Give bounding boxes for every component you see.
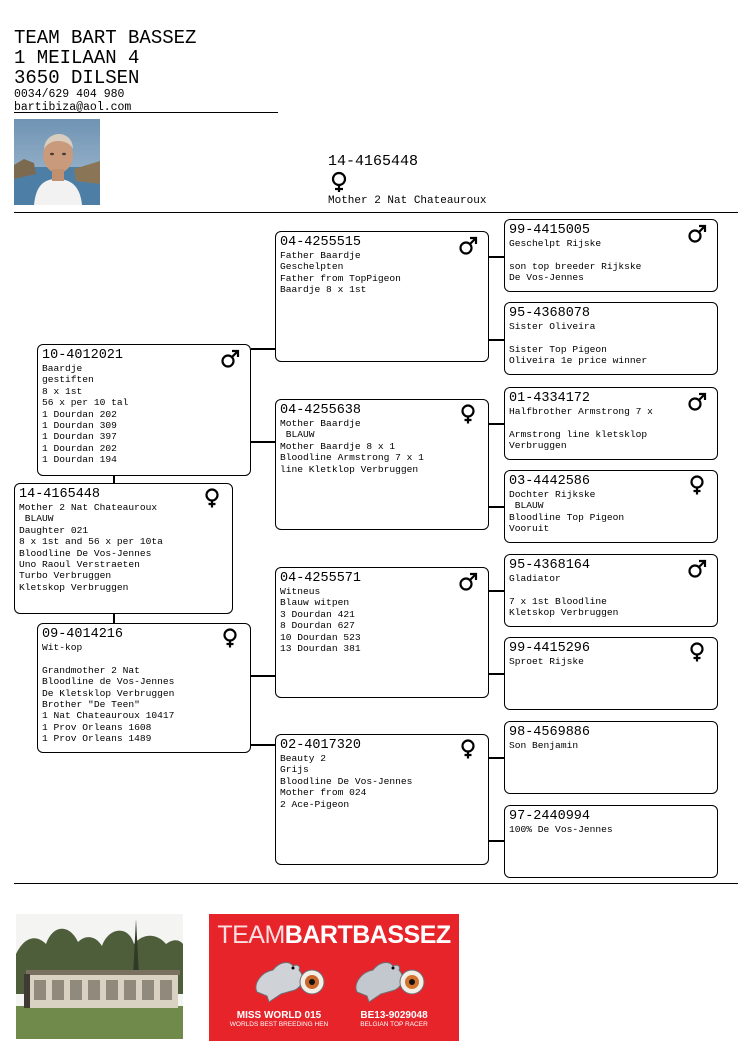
banner-title: TEAMBARTBASSEZ <box>217 921 451 949</box>
connector-ff-ffm <box>489 339 504 341</box>
ring-number: 14-4165448 <box>19 487 101 502</box>
top-divider <box>14 212 738 213</box>
connector-gen1-mother <box>113 614 115 623</box>
pedigree-box-mff <box>504 554 718 627</box>
connector-ff-fff <box>489 256 504 258</box>
connector-mf-mff <box>489 590 504 592</box>
pedigree-line: 2 Ace-Pigeon <box>280 798 350 810</box>
ring-number: 04-4255515 <box>280 235 362 250</box>
pedigree-box-fm <box>275 399 489 530</box>
female-sign-icon <box>220 628 240 648</box>
pedigree-box-mm <box>275 734 489 865</box>
pedigree-line: Son Benjamin <box>509 740 579 751</box>
pedigree-line: Mother from 024 <box>280 787 367 799</box>
pedigree-line: Gladiator <box>509 573 561 584</box>
pedigree-line: BLAUW <box>19 513 54 525</box>
pedigree-line: Bloodline Armstrong 7 x 1 <box>280 452 424 464</box>
pedigree-line <box>509 332 713 343</box>
connector-mother-mf <box>251 675 275 677</box>
ring-number: 95-4368078 <box>509 306 591 321</box>
pedigree-line: BLAUW <box>280 429 315 441</box>
header-rule <box>14 112 278 113</box>
ring-number: 99-4415005 <box>509 223 591 238</box>
pedigree-line: Witneus <box>280 586 321 597</box>
pigeon-left-icon <box>249 954 329 1004</box>
owner-header <box>14 28 196 114</box>
pedigree-line: Sproet Rijske <box>509 656 584 667</box>
female-sign-icon <box>202 488 222 508</box>
connector-gen1-father <box>113 476 115 483</box>
pedigree-line: 7 x 1st Bloodline <box>509 595 607 607</box>
pedigree-line: Vooruit <box>509 523 550 535</box>
male-sign-icon <box>458 572 478 592</box>
pedigree-box-ff <box>275 231 489 362</box>
pedigree-line: Halfbrother Armstrong 7 x <box>509 406 653 417</box>
pedigree-line: Mother Baardje 8 x 1 <box>280 440 396 452</box>
pedigree-line: 56 x per 10 tal <box>42 397 129 409</box>
pedigree-line: Uno Raoul Verstraeten <box>19 559 140 571</box>
bottom-divider <box>14 883 738 884</box>
pedigree-line: Bloodline De Vos-Jennes <box>19 547 152 559</box>
ring-number: 95-4368164 <box>509 558 591 573</box>
owner-city: 3650 DILSEN <box>14 67 140 89</box>
ring-number: 04-4255638 <box>280 403 362 418</box>
pedigree-line: gestiften <box>42 374 94 386</box>
pedigree-line: 8 Dourdan 627 <box>280 620 355 632</box>
pedigree-line: 100% De Vos-Jennes <box>509 824 613 835</box>
pedigree-line: Sister Top Pigeon <box>509 343 607 355</box>
owner-phone: 0034/629 404 980 <box>14 88 125 101</box>
pedigree-line: Blauw witpen <box>280 597 350 609</box>
ring-number: 99-4415296 <box>509 641 591 656</box>
ring-number: 03-4442586 <box>509 474 591 489</box>
female-sign-icon <box>687 642 707 662</box>
pedigree-line <box>42 653 246 664</box>
pedigree-line: Wit-kop <box>42 642 83 653</box>
pedigree-line: Beauty 2 <box>280 753 327 764</box>
ring-number: 97-2440994 <box>509 809 591 824</box>
pedigree-line: Baardje 8 x 1st <box>280 284 367 296</box>
connector-mf-mfm <box>489 673 504 675</box>
female-sign-icon <box>458 739 478 759</box>
pedigree-line: 1 Dourdan 202 <box>42 408 117 420</box>
pedigree-line: 1 Prov Orleans 1608 <box>42 721 152 733</box>
pedigree-line: 10 Dourdan 523 <box>280 631 361 643</box>
pedigree-line: De Kletsklop Verbruggen <box>42 687 175 699</box>
owner-name: TEAM BART BASSEZ <box>14 27 197 49</box>
pedigree-line: Turbo Verbruggen <box>19 570 112 582</box>
pigeon-right-icon <box>349 954 429 1004</box>
ring-number: 09-4014216 <box>42 627 124 642</box>
owner-email[interactable]: bartibiza@aol.com <box>14 101 132 114</box>
pedigree-line: 8 x 1st <box>42 385 83 397</box>
pedigree-line: Baardje <box>42 363 83 374</box>
pedigree-line: son top breeder Rijkske <box>509 260 642 272</box>
banner-left-subcaption: WORLDS BEST BREEDING HEN <box>229 1021 329 1028</box>
pedigree-line: 1 Prov Orleans 1489 <box>42 733 152 745</box>
pedigree-box-gen1 <box>14 483 233 614</box>
pedigree-box-mmm <box>504 805 718 878</box>
pedigree-box-fmm <box>504 470 718 543</box>
pedigree-line: 1 Dourdan 202 <box>42 442 117 454</box>
pedigree-line: De Vos-Jennes <box>509 272 584 284</box>
banner-left-caption: MISS WORLD 015 <box>236 1010 322 1021</box>
pedigree-line: Dochter Rijkske <box>509 489 596 500</box>
pedigree-line: Oliveira 1e price winner <box>509 355 648 367</box>
pedigree-box-mf <box>275 567 489 698</box>
pedigree-line: line Kletklop Verbruggen <box>280 463 419 475</box>
owner-photo <box>14 119 100 205</box>
pedigree-line: 1 Dourdan 309 <box>42 420 117 432</box>
pedigree-line: Geschelpten <box>280 261 344 273</box>
ring-number: 04-4255571 <box>280 571 362 586</box>
female-sign-icon <box>328 171 350 193</box>
pedigree-box-mmf <box>504 721 718 794</box>
male-sign-icon <box>687 224 707 244</box>
pedigree-line: 1 Dourdan 397 <box>42 431 117 443</box>
pedigree-box-mfm <box>504 637 718 710</box>
pedigree-box-fff <box>504 219 718 292</box>
pedigree-line: Bloodline De Vos-Jennes <box>280 775 413 787</box>
pedigree-line: Armstrong line kletsklop <box>509 428 648 440</box>
owner-street: 1 MEILAAN 4 <box>14 47 140 69</box>
pedigree-line <box>509 584 713 595</box>
pedigree-line: Father from TopPigeon <box>280 272 401 284</box>
team-banner <box>209 914 459 1041</box>
connector-fm-fmm <box>489 506 504 508</box>
pedigree-box-father <box>37 344 251 476</box>
male-sign-icon <box>458 236 478 256</box>
male-sign-icon <box>687 392 707 412</box>
pedigree-box-ffm <box>504 302 718 375</box>
pedigree-line: Brother "De Teen" <box>42 699 140 711</box>
pedigree-line: Grandmother 2 Nat <box>42 664 140 676</box>
pedigree-line: Mother 2 Nat Chateauroux <box>19 502 158 513</box>
pedigree-line <box>509 249 713 260</box>
ring-number: 98-4569886 <box>509 725 591 740</box>
male-sign-icon <box>220 349 240 369</box>
banner-right-caption: BE13-9029048 <box>360 1010 428 1021</box>
pedigree-line: Daughter 021 <box>19 524 89 536</box>
pedigree-box-fmf <box>504 387 718 460</box>
connector-mm-mmf <box>489 757 504 759</box>
subject-ring: 14-4165448 <box>328 153 419 170</box>
female-sign-icon <box>687 475 707 495</box>
subject-description: Mother 2 Nat Chateauroux <box>328 195 487 207</box>
connector-father-fm <box>251 441 275 443</box>
pedigree-line: Father Baardje <box>280 250 361 261</box>
banner-right-subcaption: BELGIAN TOP RACER <box>360 1021 428 1028</box>
pedigree-line: 3 Dourdan 421 <box>280 608 355 620</box>
connector-father-ff <box>251 348 275 350</box>
pedigree-line: Mother Baardje <box>280 418 361 429</box>
pedigree-line: 1 Nat Chateauroux 10417 <box>42 710 175 722</box>
pedigree-line: Geschelpt Rijske <box>509 238 602 249</box>
ring-number: 10-4012021 <box>42 348 124 363</box>
pedigree-line: Kletskop Verbruggen <box>509 607 619 619</box>
female-sign-icon <box>458 404 478 424</box>
male-sign-icon <box>687 559 707 579</box>
connector-mother-mm <box>251 744 275 746</box>
pedigree-line: Kletskop Verbruggen <box>19 581 129 593</box>
loft-photo <box>16 914 183 1039</box>
pedigree-line: Sister Oliveira <box>509 321 596 332</box>
pedigree-line: Grijs <box>280 764 309 776</box>
pedigree-line: Verbruggen <box>509 440 567 452</box>
pedigree-line: 8 x 1st and 56 x per 10ta <box>19 536 163 548</box>
connector-fm-fmf <box>489 423 504 425</box>
pedigree-line: Bloodline Top Pigeon <box>509 511 625 523</box>
pedigree-line: 1 Dourdan 194 <box>42 454 117 466</box>
connector-mm-mmm <box>489 840 504 842</box>
ring-number: 02-4017320 <box>280 738 362 753</box>
pedigree-line: BLAUW <box>509 500 544 512</box>
pedigree-line: 13 Dourdan 381 <box>280 643 361 655</box>
pedigree-line <box>509 417 713 428</box>
pedigree-line: Bloodline de Vos-Jennes <box>42 676 175 688</box>
pedigree-box-mother <box>37 623 251 753</box>
ring-number: 01-4334172 <box>509 391 591 406</box>
